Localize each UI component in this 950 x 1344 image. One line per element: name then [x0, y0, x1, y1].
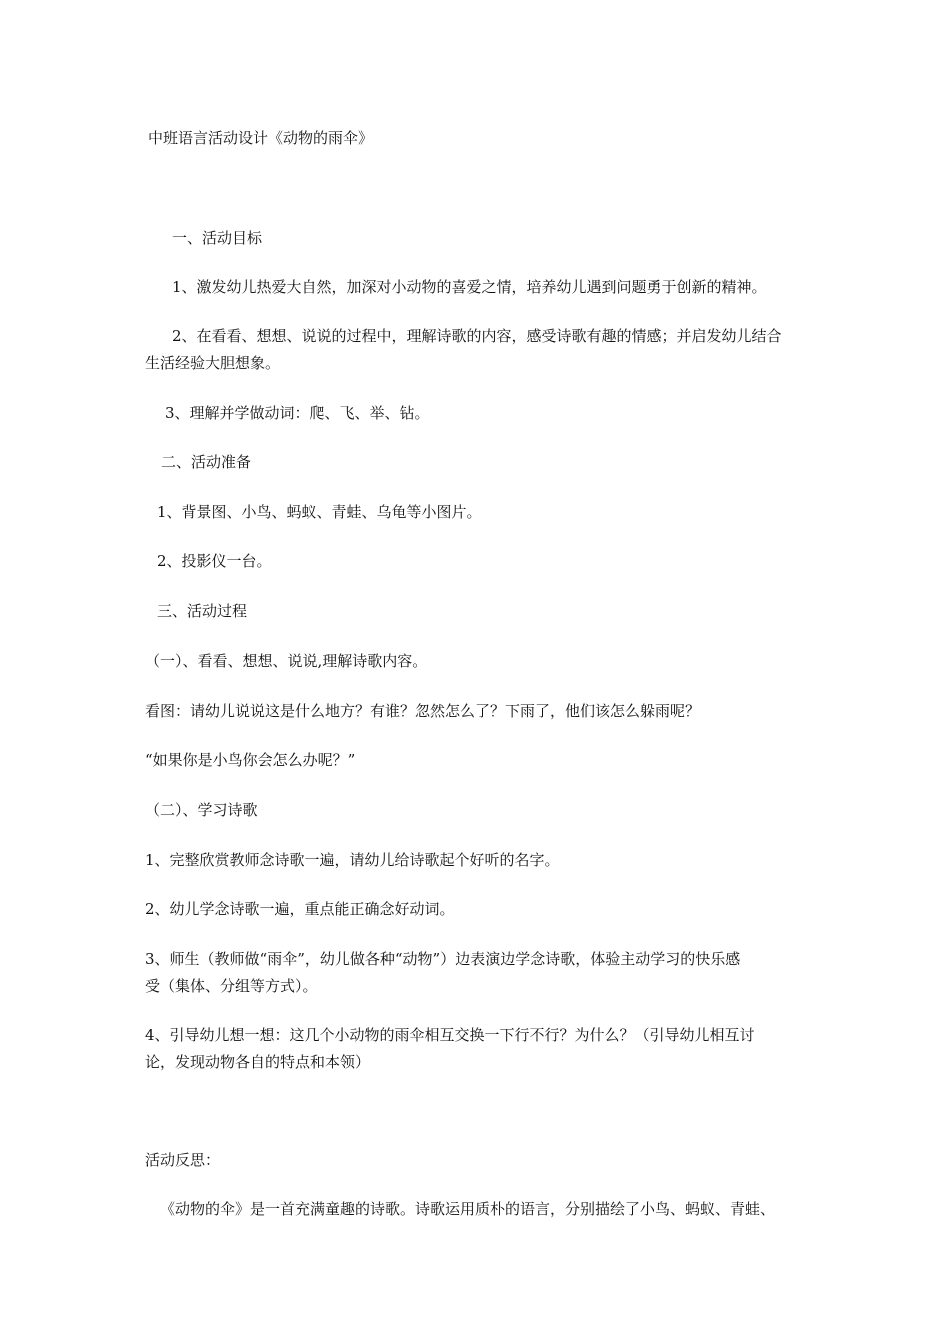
preparation-item-1: 1、背景图、小鸟、蚂蚁、青蛙、乌龟等小图片。	[157, 503, 482, 521]
goal-item-1: 1、激发幼儿热爱大自然，加深对小动物的喜爱之情，培养幼儿遇到问题勇于创新的精神。	[172, 278, 767, 296]
section-heading-goals: 一、活动目标	[172, 229, 263, 247]
process-step-4-line-2: 论，发现动物各自的特点和本领）	[145, 1053, 371, 1071]
goal-item-3: 3、理解并学做动词：爬、飞、举、钻。	[165, 404, 430, 422]
preparation-item-2: 2、投影仪一台。	[157, 552, 272, 570]
process-part-1-text-1: 看图：请幼儿说说这是什么地方？有谁？忽然怎么了？下雨了，他们该怎么躲雨呢？	[145, 702, 701, 720]
process-step-3-line-1: 3、师生（教师做“雨伞”，幼儿做各种“动物”）边表演边学念诗歌，体验主动学习的快乐感	[145, 950, 741, 968]
process-step-3-line-2: 受（集体、分组等方式）。	[145, 977, 318, 995]
goal-item-2-line-2: 生活经验大胆想象。	[145, 354, 281, 372]
process-part-2-heading: （二）、学习诗歌	[145, 801, 258, 819]
process-part-1-heading: （一）、看看、想想、说说,理解诗歌内容。	[145, 652, 428, 670]
process-step-4-line-1: 4、引导幼儿想一想：这几个小动物的雨伞相互交换一下行不行？为什么？（引导幼儿相互讨	[145, 1026, 755, 1044]
process-part-1-text-2: “如果你是小鸟你会怎么办呢？”	[145, 751, 356, 769]
process-step-2: 2、幼儿学念诗歌一遍，重点能正确念好动词。	[145, 900, 455, 918]
section-heading-preparation: 二、活动准备	[161, 453, 252, 471]
reflection-text: 《动物的伞》是一首充满童趣的诗歌。诗歌运用质朴的语言，分别描绘了小鸟、蚂蚁、青蛙、	[160, 1200, 776, 1218]
goal-item-2-line-1: 2、在看看、想想、说说的过程中，理解诗歌的内容，感受诗歌有趣的情感；并启发幼儿结合	[172, 327, 782, 345]
reflection-heading: 活动反思：	[145, 1151, 221, 1169]
document-title: 中班语言活动设计《动物的雨伞》	[148, 129, 374, 147]
process-step-1: 1、完整欣赏教师念诗歌一遍，请幼儿给诗歌起个好听的名字。	[145, 851, 560, 869]
section-heading-process: 三、活动过程	[157, 602, 248, 620]
